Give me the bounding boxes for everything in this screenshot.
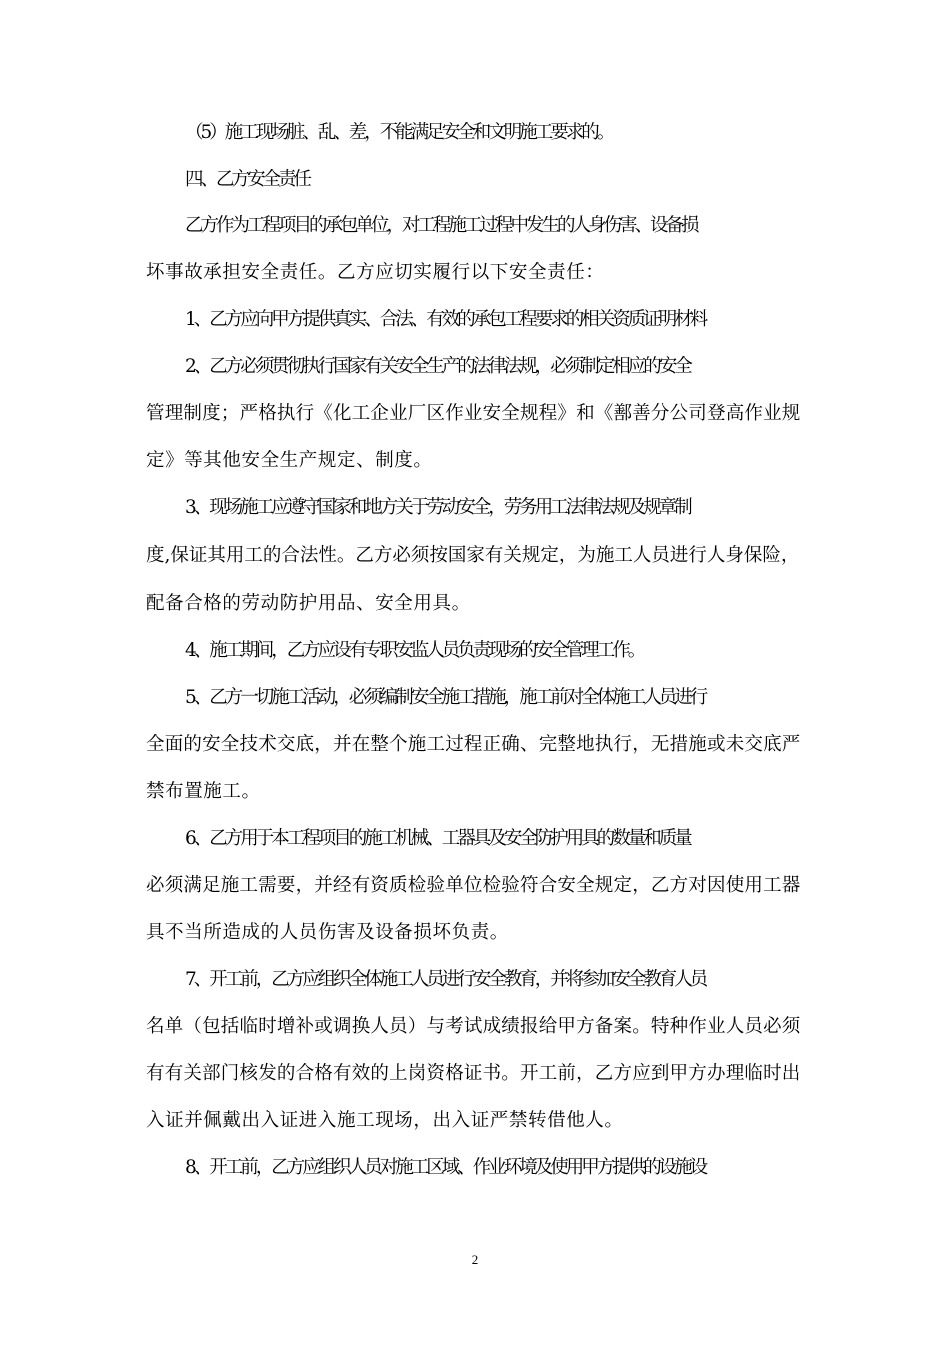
text-line: 2、乙方必须贯彻执行国家有关安全生产的法律法规，必须制定相应的安全 [185,356,690,377]
text-line: 8、开工前，乙方应组织人员对施工区域、作业环境及使用甲方提供的设施设 [185,1157,706,1178]
text-line: 度,保证其用工的合法性。乙方必须按国家有关规定，为施工人员进行人身保险， [146,545,800,566]
text-line: 6、乙方用于本工程项目的施工机械、工器具及安全防护用具的数量和质量 [185,828,690,849]
text-line: 坏事故承担安全责任。乙方应切实履行以下安全责任： [146,262,605,283]
text-line: 配备合格的劳动防护用品、安全用具。 [146,593,471,614]
section-heading: 四、乙方安全责任 [185,169,310,190]
text-line: （5）施工现场脏、乱、差，不能满足安全和文明施工要求的。 [185,122,613,143]
text-line: 7、开工前，乙方应组织全体施工人员进行安全教育，并将参加安全教育人员 [185,969,706,990]
text-line: 定》等其他安全生产规定、制度。 [146,450,433,471]
text-line: 3、现场施工应遵守国家和地方关于劳动安全，劳务用工法律法规及规章制 [185,497,690,518]
text-line: 名单（包括临时增补或调换人员）与考试成绩报给甲方备案。特种作业人员必须 [146,1016,801,1037]
text-line: 5、乙方一切施工活动，必须编制安全施工措施，施工前对全体施工人员进行 [185,687,706,708]
text-line: 具不当所造成的人员伤害及设备损坏负责。 [146,922,509,943]
page-number: 2 [471,1252,479,1267]
text-line: 1、乙方应向甲方提供真实、合法、有效的承包工程要求的相关资质证明材料 [185,309,706,330]
text-line: 4、施工期间，乙方应设有专职安监人员负责现场的安全管理工作。 [185,640,644,661]
text-line: 禁布置施工。 [146,781,261,802]
text-line: 必须满足施工需要，并经有资质检验单位检验符合安全规定，乙方对因使用工器 [146,875,801,896]
text-line: 管理制度；严格执行《化工企业厂区作业安全规程》和《鄯善分公司登高作业规 [146,403,801,424]
text-line: 乙方作为工程项目的承包单位，对工程施工过程中发生的人身伤害、设备损 [185,215,697,236]
text-line: 有有关部门核发的合格有效的上岗资格证书。开工前，乙方应到甲方办理临时出 [146,1063,801,1084]
text-line: 入证并佩戴出入证进入施工现场，出入证严禁转借他人。 [146,1110,624,1131]
text-line: 全面的安全技术交底，并在整个施工过程正确、完整地执行，无措施或未交底严 [146,734,801,755]
